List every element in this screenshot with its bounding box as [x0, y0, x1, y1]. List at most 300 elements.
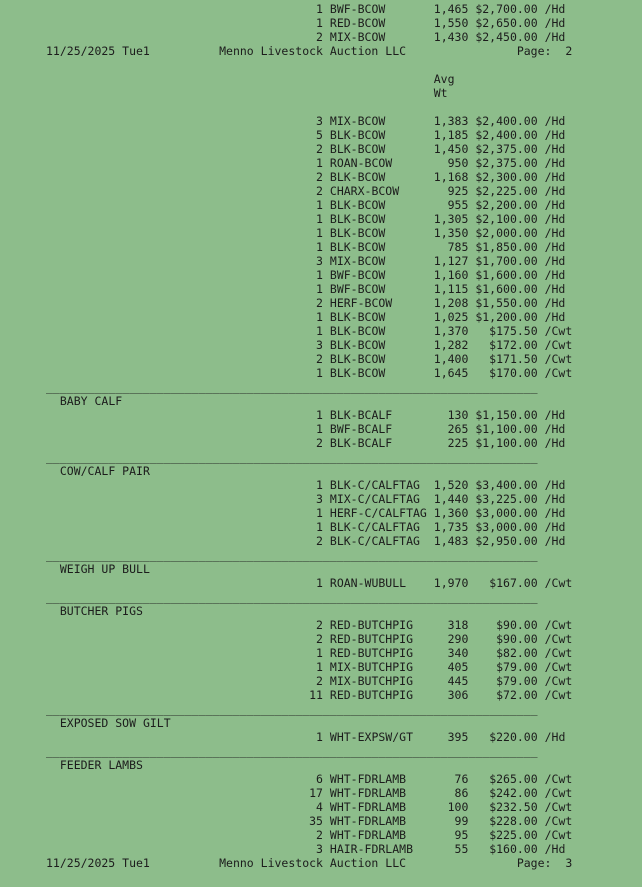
- price: $2,000.00: [475, 226, 538, 240]
- section-divider: [46, 590, 642, 604]
- avg-weight: 225: [447, 436, 469, 450]
- avg-weight: 405: [447, 660, 469, 674]
- price: $170.00: [489, 366, 538, 380]
- price: $3,000.00: [475, 506, 538, 520]
- price-unit: /Hd: [544, 842, 566, 856]
- avg-weight: 955: [447, 198, 469, 212]
- head-count: 11: [309, 688, 323, 702]
- head-count: 2: [316, 632, 323, 646]
- report-row: [46, 660, 642, 674]
- price: $82.00: [496, 646, 538, 660]
- price-unit: /Hd: [544, 2, 566, 16]
- report-row: [46, 366, 642, 380]
- auction-name: Menno Livestock Auction LLC: [219, 856, 407, 870]
- section-title: FEEDER LAMBS: [59, 758, 143, 772]
- animal-description: RED-BUTCHPIG: [329, 688, 413, 702]
- divider-line: _______________________________________________________________________: [46, 702, 538, 716]
- report-row: [46, 156, 642, 170]
- price-unit: /Cwt: [544, 366, 573, 380]
- price-unit: /Cwt: [544, 646, 573, 660]
- report-row: [46, 114, 642, 128]
- price: $79.00: [496, 660, 538, 674]
- animal-description: RED-BUTCHPIG: [329, 646, 413, 660]
- avg-weight: 1,465: [433, 2, 469, 16]
- report-row: [46, 730, 642, 744]
- price-unit: /Hd: [544, 170, 566, 184]
- avg-weight: 950: [447, 156, 469, 170]
- report-row: [46, 800, 642, 814]
- report-row: [46, 296, 642, 310]
- animal-description: BLK-C/CALFTAG: [329, 520, 420, 534]
- head-count: 2: [316, 142, 323, 156]
- price: $2,950.00: [475, 534, 538, 548]
- price: $2,400.00: [475, 114, 538, 128]
- head-count: 2: [316, 674, 323, 688]
- report-row: [46, 618, 642, 632]
- price: $1,600.00: [475, 282, 538, 296]
- report-row: [46, 632, 642, 646]
- animal-description: MIX-BCOW: [329, 30, 386, 44]
- animal-description: BLK-BCOW: [329, 142, 386, 156]
- price-unit: /Hd: [544, 142, 566, 156]
- price: $2,375.00: [475, 142, 538, 156]
- report-row: [46, 786, 642, 800]
- report-row: [46, 534, 642, 548]
- avg-wt-label: Wt: [433, 86, 448, 100]
- report-row: [46, 16, 642, 30]
- report-row: [46, 646, 642, 660]
- animal-description: WHT-FDRLAMB: [329, 800, 407, 814]
- divider-line: _______________________________________________________________________: [46, 380, 538, 394]
- head-count: 3: [316, 114, 323, 128]
- animal-description: WHT-EXPSW/GT: [329, 730, 413, 744]
- head-count: 1: [316, 660, 323, 674]
- head-count: 2: [316, 618, 323, 632]
- price-unit: /Cwt: [544, 786, 573, 800]
- animal-description: ROAN-BCOW: [329, 156, 393, 170]
- animal-description: BWF-BCOW: [329, 282, 386, 296]
- section-header: [46, 562, 642, 576]
- animal-description: HERF-C/CALFTAG: [329, 506, 427, 520]
- price-unit: /Hd: [544, 296, 566, 310]
- report-row: [46, 128, 642, 142]
- price-unit: /Hd: [544, 282, 566, 296]
- avg-wt-label: Avg: [433, 72, 455, 86]
- section-title: EXPOSED SOW GILT: [59, 716, 171, 730]
- head-count: 1: [316, 156, 323, 170]
- price: $2,225.00: [475, 184, 538, 198]
- animal-description: MIX-BCOW: [329, 254, 386, 268]
- avg-weight: 99: [454, 814, 469, 828]
- page-number: 3: [565, 856, 573, 870]
- animal-description: WHT-FDRLAMB: [329, 828, 407, 842]
- price-unit: /Cwt: [544, 688, 573, 702]
- page-label: Page:: [516, 856, 552, 870]
- head-count: 17: [309, 786, 323, 800]
- avg-weight: 1,305: [433, 212, 469, 226]
- animal-description: BLK-BCOW: [329, 128, 386, 142]
- section-divider: [46, 744, 642, 758]
- report-row: [46, 814, 642, 828]
- report-row: [46, 240, 642, 254]
- price-unit: /Cwt: [544, 800, 573, 814]
- report-row: [46, 324, 642, 338]
- price-unit: /Cwt: [544, 338, 573, 352]
- report-row: [46, 212, 642, 226]
- report-row: [46, 520, 642, 534]
- price-unit: /Cwt: [544, 674, 573, 688]
- price-unit: /Cwt: [544, 352, 573, 366]
- avg-weight: 1,440: [433, 492, 469, 506]
- report-row: [46, 30, 642, 44]
- report-row: [46, 422, 642, 436]
- price: $2,400.00: [475, 128, 538, 142]
- price-unit: /Hd: [544, 436, 566, 450]
- price-unit: /Hd: [544, 478, 566, 492]
- divider-line: _______________________________________________________________________: [46, 450, 538, 464]
- animal-description: WHT-FDRLAMB: [329, 814, 407, 828]
- price: $1,200.00: [475, 310, 538, 324]
- animal-description: BLK-BCOW: [329, 324, 386, 338]
- section-divider: [46, 548, 642, 562]
- report-date: 11/25/2025 Tue1: [46, 856, 150, 870]
- head-count: 1: [316, 730, 323, 744]
- report-row: [46, 408, 642, 422]
- price: $2,375.00: [475, 156, 538, 170]
- report-row: [46, 772, 642, 786]
- price-unit: /Cwt: [544, 632, 573, 646]
- price-unit: /Hd: [544, 492, 566, 506]
- report-row: [46, 2, 642, 16]
- head-count: 1: [316, 576, 323, 590]
- price: $1,150.00: [475, 408, 538, 422]
- avg-weight: 1,645: [433, 366, 469, 380]
- avg-weight: 1,115: [433, 282, 469, 296]
- animal-description: MIX-BUTCHPIG: [329, 674, 413, 688]
- price: $90.00: [496, 632, 538, 646]
- price: $79.00: [496, 674, 538, 688]
- animal-description: BLK-BCOW: [329, 226, 386, 240]
- head-count: 1: [316, 198, 323, 212]
- animal-description: BLK-BCOW: [329, 310, 386, 324]
- price-unit: /Hd: [544, 212, 566, 226]
- avg-weight: 1,360: [433, 506, 469, 520]
- head-count: 1: [316, 366, 323, 380]
- report-row: [46, 142, 642, 156]
- price: $3,000.00: [475, 520, 538, 534]
- avg-weight: 1,483: [433, 534, 469, 548]
- price-unit: /Hd: [544, 128, 566, 142]
- report-row: [46, 828, 642, 842]
- price-unit: /Hd: [544, 534, 566, 548]
- avg-weight: 1,383: [433, 114, 469, 128]
- report-row: [46, 268, 642, 282]
- avg-weight: 1,127: [433, 254, 469, 268]
- price-unit: /Hd: [544, 30, 566, 44]
- price-unit: /Hd: [544, 114, 566, 128]
- report-row: [46, 576, 642, 590]
- animal-description: MIX-C/CALFTAG: [329, 492, 420, 506]
- head-count: 4: [316, 800, 323, 814]
- price: $1,100.00: [475, 436, 538, 450]
- price: $228.00: [489, 814, 538, 828]
- report-row: [46, 478, 642, 492]
- avg-weight: 1,370: [433, 324, 469, 338]
- animal-description: HERF-BCOW: [329, 296, 393, 310]
- head-count: 2: [316, 170, 323, 184]
- price: $90.00: [496, 618, 538, 632]
- animal-description: BWF-BCOW: [329, 2, 386, 16]
- avg-weight: 1,735: [433, 520, 469, 534]
- animal-description: BLK-BCOW: [329, 366, 386, 380]
- divider-line: _______________________________________________________________________: [46, 590, 538, 604]
- head-count: 2: [316, 436, 323, 450]
- animal-description: BLK-C/CALFTAG: [329, 534, 420, 548]
- section-header: [46, 716, 642, 730]
- report-row: [46, 184, 642, 198]
- head-count: 1: [316, 408, 323, 422]
- price: $232.50: [489, 800, 538, 814]
- price: $175.50: [489, 324, 538, 338]
- avg-weight: 265: [447, 422, 469, 436]
- price-unit: /Hd: [544, 408, 566, 422]
- report-row: [46, 198, 642, 212]
- head-count: 2: [316, 534, 323, 548]
- head-count: 2: [316, 30, 323, 44]
- head-count: 2: [316, 184, 323, 198]
- price-unit: /Cwt: [544, 828, 573, 842]
- report-date: 11/25/2025 Tue1: [46, 44, 150, 58]
- animal-description: BLK-BCOW: [329, 240, 386, 254]
- avg-wt-column-header: [46, 86, 642, 100]
- blank-line: [46, 100, 642, 114]
- avg-weight: 100: [447, 800, 469, 814]
- animal-description: CHARX-BCOW: [329, 184, 400, 198]
- section-divider: [46, 380, 642, 394]
- animal-description: WHT-FDRLAMB: [329, 772, 407, 786]
- head-count: 1: [316, 226, 323, 240]
- animal-description: BLK-BCALF: [329, 408, 393, 422]
- head-count: 6: [316, 772, 323, 786]
- section-divider: [46, 450, 642, 464]
- page-number: 2: [565, 44, 573, 58]
- price-unit: /Hd: [544, 310, 566, 324]
- price: $220.00: [489, 730, 538, 744]
- report-row: [46, 282, 642, 296]
- avg-weight: 925: [447, 184, 469, 198]
- head-count: 1: [316, 240, 323, 254]
- avg-weight: 130: [447, 408, 469, 422]
- head-count: 1: [316, 2, 323, 16]
- section-header: [46, 394, 642, 408]
- head-count: 1: [316, 646, 323, 660]
- avg-weight: 395: [447, 730, 469, 744]
- avg-weight: 1,350: [433, 226, 469, 240]
- blank-line: [46, 58, 642, 72]
- avg-weight: 290: [447, 632, 469, 646]
- price-unit: /Hd: [544, 156, 566, 170]
- price: $1,600.00: [475, 268, 538, 282]
- price-unit: /Cwt: [544, 814, 573, 828]
- section-title: COW/CALF PAIR: [59, 464, 150, 478]
- animal-description: BLK-C/CALFTAG: [329, 478, 420, 492]
- report-row: [46, 436, 642, 450]
- avg-weight: 318: [447, 618, 469, 632]
- price-unit: /Hd: [544, 226, 566, 240]
- price: $2,100.00: [475, 212, 538, 226]
- price: $1,700.00: [475, 254, 538, 268]
- animal-description: MIX-BUTCHPIG: [329, 660, 413, 674]
- avg-weight: 76: [454, 772, 469, 786]
- price: $2,700.00: [475, 2, 538, 16]
- price-unit: /Cwt: [544, 618, 573, 632]
- section-header: [46, 758, 642, 772]
- head-count: 1: [316, 212, 323, 226]
- report-row: [46, 688, 642, 702]
- avg-weight: 1,160: [433, 268, 469, 282]
- price: $1,550.00: [475, 296, 538, 310]
- avg-weight: 1,400: [433, 352, 469, 366]
- avg-weight: 306: [447, 688, 469, 702]
- head-count: 3: [316, 338, 323, 352]
- head-count: 1: [316, 478, 323, 492]
- price-unit: /Hd: [544, 422, 566, 436]
- animal-description: BLK-BCOW: [329, 212, 386, 226]
- price: $265.00: [489, 772, 538, 786]
- animal-description: BLK-BCOW: [329, 338, 386, 352]
- report-row: [46, 352, 642, 366]
- price-unit: /Cwt: [544, 576, 573, 590]
- section-divider: [46, 702, 642, 716]
- price: $72.00: [496, 688, 538, 702]
- price-unit: /Hd: [544, 198, 566, 212]
- avg-wt-column-header: [46, 72, 642, 86]
- price-unit: /Cwt: [544, 660, 573, 674]
- report-row: [46, 226, 642, 240]
- head-count: 1: [316, 282, 323, 296]
- report-row: [46, 170, 642, 184]
- price: $2,450.00: [475, 30, 538, 44]
- avg-weight: 1,282: [433, 338, 469, 352]
- animal-description: BLK-BCOW: [329, 198, 386, 212]
- price: $242.00: [489, 786, 538, 800]
- avg-weight: 55: [454, 842, 469, 856]
- head-count: 1: [316, 268, 323, 282]
- report-row: [46, 506, 642, 520]
- head-count: 2: [316, 352, 323, 366]
- head-count: 3: [316, 254, 323, 268]
- price: $2,650.00: [475, 16, 538, 30]
- avg-weight: 1,550: [433, 16, 469, 30]
- avg-weight: 86: [454, 786, 469, 800]
- avg-weight: 95: [454, 828, 469, 842]
- price-unit: /Hd: [544, 730, 566, 744]
- price-unit: /Hd: [544, 16, 566, 30]
- report-row: [46, 338, 642, 352]
- avg-weight: 445: [447, 674, 469, 688]
- price: $1,100.00: [475, 422, 538, 436]
- page-label: Page:: [516, 44, 552, 58]
- avg-weight: 1,450: [433, 142, 469, 156]
- price-unit: /Hd: [544, 184, 566, 198]
- animal-description: ROAN-WUBULL: [329, 576, 407, 590]
- price: $167.00: [489, 576, 538, 590]
- section-header: [46, 464, 642, 478]
- price-unit: /Hd: [544, 240, 566, 254]
- section-title: BABY CALF: [59, 394, 123, 408]
- head-count: 1: [316, 324, 323, 338]
- animal-description: BWF-BCALF: [329, 422, 393, 436]
- animal-description: MIX-BCOW: [329, 114, 386, 128]
- head-count: 2: [316, 296, 323, 310]
- price: $2,200.00: [475, 198, 538, 212]
- head-count: 1: [316, 310, 323, 324]
- animal-description: BWF-BCOW: [329, 268, 386, 282]
- animal-description: BLK-BCOW: [329, 170, 386, 184]
- price-unit: /Cwt: [544, 772, 573, 786]
- avg-weight: 1,168: [433, 170, 469, 184]
- divider-line: _______________________________________________________________________: [46, 548, 538, 562]
- head-count: 5: [316, 128, 323, 142]
- report-row: [46, 310, 642, 324]
- head-count: 1: [316, 520, 323, 534]
- avg-weight: 1,970: [433, 576, 469, 590]
- animal-description: WHT-FDRLAMB: [329, 786, 407, 800]
- avg-weight: 1,520: [433, 478, 469, 492]
- price: $171.50: [489, 352, 538, 366]
- avg-weight: 340: [447, 646, 469, 660]
- price-unit: /Hd: [544, 520, 566, 534]
- head-count: 1: [316, 422, 323, 436]
- avg-weight: 1,208: [433, 296, 469, 310]
- animal-description: BLK-BCALF: [329, 436, 393, 450]
- animal-description: RED-BUTCHPIG: [329, 632, 413, 646]
- price-unit: /Hd: [544, 254, 566, 268]
- head-count: 3: [316, 842, 323, 856]
- animal-description: BLK-BCOW: [329, 352, 386, 366]
- report-row: [46, 254, 642, 268]
- price: $3,225.00: [475, 492, 538, 506]
- divider-line: _______________________________________________________________________: [46, 744, 538, 758]
- page-header: [46, 44, 642, 58]
- section-title: WEIGH UP BULL: [59, 562, 150, 576]
- animal-description: HAIR-FDRLAMB: [329, 842, 413, 856]
- report-row: [46, 674, 642, 688]
- page-header: [46, 856, 642, 870]
- avg-weight: 785: [447, 240, 469, 254]
- price: $2,300.00: [475, 170, 538, 184]
- price-unit: /Hd: [544, 506, 566, 520]
- section-header: [46, 604, 642, 618]
- price: $172.00: [489, 338, 538, 352]
- price: $1,850.00: [475, 240, 538, 254]
- auction-name: Menno Livestock Auction LLC: [219, 44, 407, 58]
- head-count: 35: [309, 814, 323, 828]
- section-title: BUTCHER PIGS: [59, 604, 143, 618]
- head-count: 1: [316, 16, 323, 30]
- report-row: [46, 842, 642, 856]
- price: $160.00: [489, 842, 538, 856]
- price: $225.00: [489, 828, 538, 842]
- avg-weight: 1,025: [433, 310, 469, 324]
- price-unit: /Hd: [544, 268, 566, 282]
- price: $3,400.00: [475, 478, 538, 492]
- animal-description: RED-BCOW: [329, 16, 386, 30]
- report-row: [46, 492, 642, 506]
- avg-weight: 1,430: [433, 30, 469, 44]
- head-count: 2: [316, 828, 323, 842]
- head-count: 3: [316, 492, 323, 506]
